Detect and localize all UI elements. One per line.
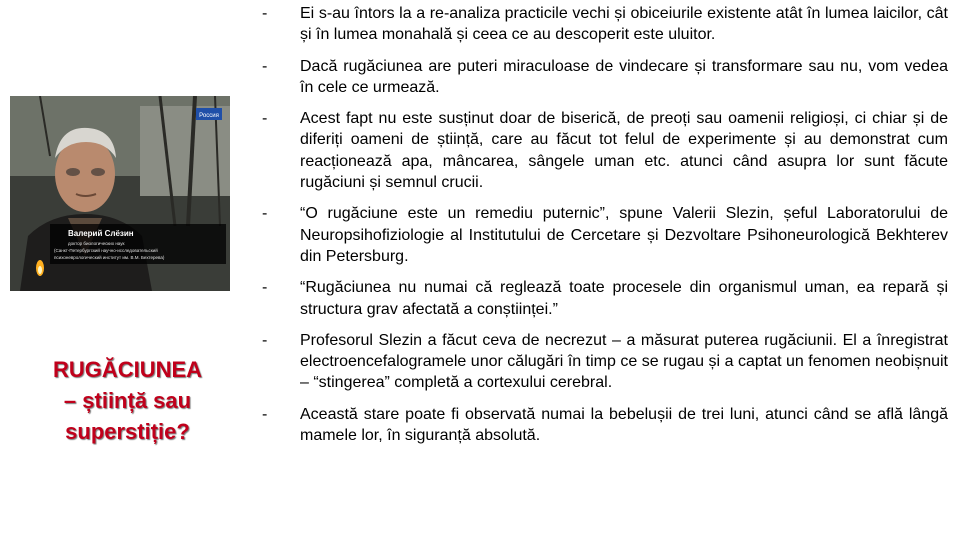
bullet-dash: - xyxy=(262,279,268,297)
caption-name: Валерий Слёзин xyxy=(68,229,134,238)
bullet-dash: - xyxy=(262,57,268,75)
title-line-1: RUGĂCIUNEA xyxy=(52,357,203,382)
bullet-list xyxy=(262,0,948,446)
title-line-2: – știință sau xyxy=(63,388,192,413)
channel-logo: Россия xyxy=(199,113,219,119)
bullet-dash: - xyxy=(262,5,268,22)
bullet-item xyxy=(262,108,948,193)
title-line-3: superstiție? xyxy=(65,419,190,444)
bullet-item xyxy=(262,404,948,447)
bullet-dash: - xyxy=(262,331,268,349)
bullet-text: Această stare poate fi observată numai la bebelușii de trei luni, atunci când se află lângă mamele lor, în siguranță absolută. xyxy=(300,405,948,445)
bullet-item xyxy=(262,203,948,267)
bullet-text: “Rugăciunea nu numai că reglează toate procesele din organismul uman, ea repară și structura grav afectată a conștiinței.” xyxy=(300,279,948,318)
caption-line-3: психоневрологический институт им. В.М. Бехтерева) xyxy=(54,255,165,260)
caption-line-2: (Санкт-Петербургский научно-исследовательский xyxy=(54,248,158,253)
bullet-dash: - xyxy=(262,110,268,128)
interview-photo xyxy=(10,96,230,291)
bullet-item xyxy=(262,330,948,394)
bullet-dash: - xyxy=(262,405,268,423)
bullet-item xyxy=(262,56,948,99)
slide-title xyxy=(20,354,235,447)
bullet-item xyxy=(262,277,948,320)
bullet-text: “O rugăciune este un remediu puternic”, spune Valerii Slezin, șeful Laboratorului de Neuropsihofiziologie al Institutului de Cercetare și Dezvoltare Psihoneurologică Bekhterev din Petersburg. xyxy=(300,205,948,265)
caption-line-1: доктор биологических наук xyxy=(68,241,125,246)
bullet-dash: - xyxy=(262,205,268,223)
bullet-text: Ei s-au întors la a re-analiza practicile vechi și obiceiurile existente atât în lumea laicilor, cât și în lumea monahală și ceea ce au descoperit este uluitor. xyxy=(300,5,948,44)
bullet-text: Dacă rugăciunea are puteri miraculoase de vindecare și transformare sau nu, vom vedea în cele ce urmează. xyxy=(300,57,948,96)
bullet-item xyxy=(262,3,948,46)
bullet-text: Acest fapt nu este susținut doar de biserică, de preoți sau oamenii religioși, ci chiar și de diferiți oameni de știință, care au făcut tot felul de experimente și au demonstrat cum reacționează apa, mâncarea, sângele uman etc. atunci când asupra lor sunt făcute rugăciuni și semnul crucii. xyxy=(300,110,948,192)
bullet-text: Profesorul Slezin a făcut ceva de necrezut – a măsurat puterea rugăciunii. El a înregistrat electroencefalogramele unor călugări în timp ce se rugau și a captat un fenomen neobișnuit – “stingerea” completă a cortexului cerebral. xyxy=(300,331,948,392)
